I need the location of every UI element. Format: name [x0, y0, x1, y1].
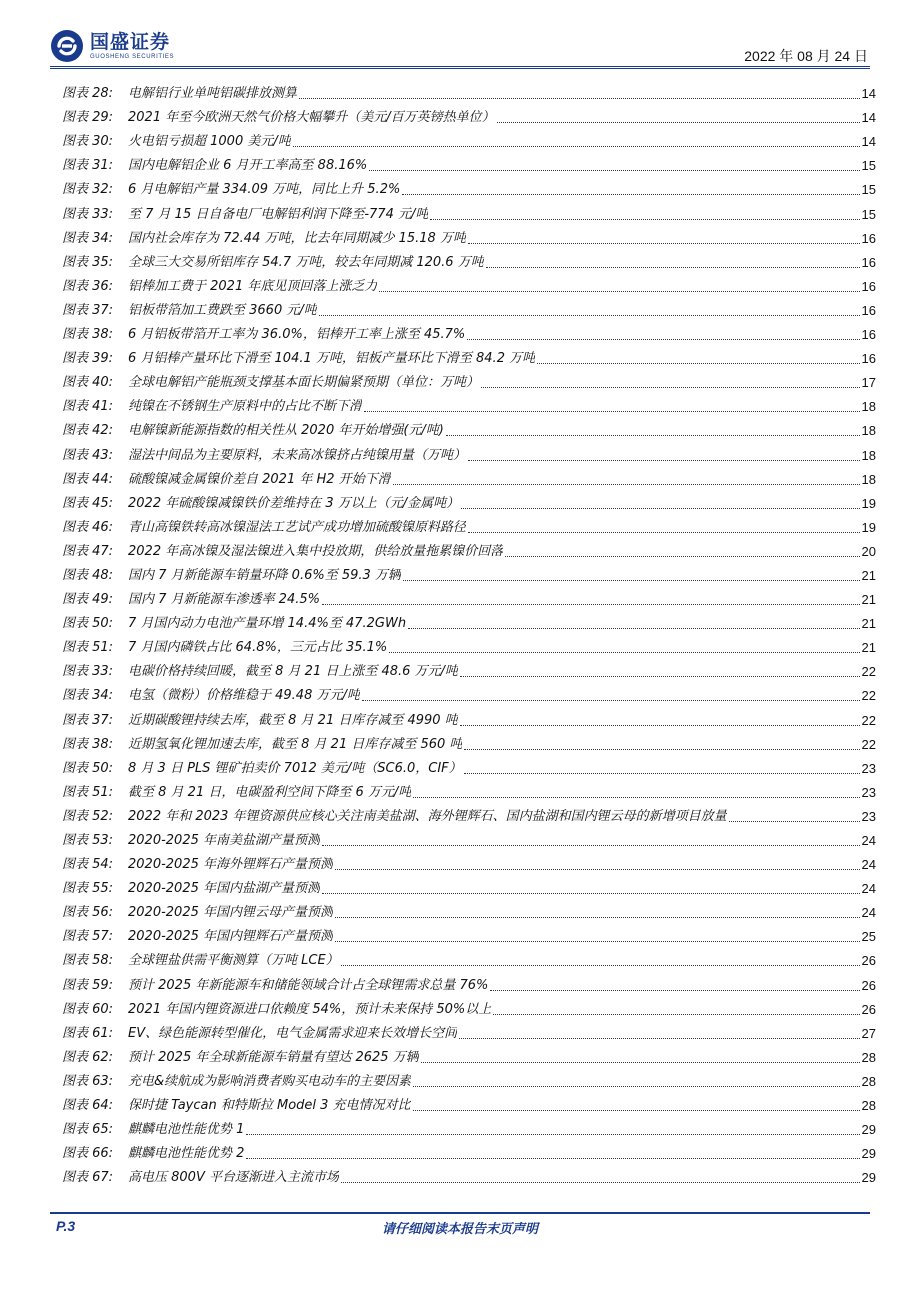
dot-leader: [490, 989, 859, 991]
figure-title: 近期碳酸锂持续去库，截至 8 月 21 日库存减至 4990 吨: [128, 712, 458, 728]
figure-title: 2020-2025 年海外锂辉石产量预测: [128, 857, 333, 873]
toc-entry[interactable]: [62, 391, 876, 415]
page-number: 27: [861, 1025, 876, 1041]
page-number: 26: [861, 977, 876, 993]
dot-leader: [460, 724, 860, 726]
figure-label: 图表 50:: [62, 616, 114, 632]
toc-entry[interactable]: [62, 801, 876, 825]
toc-entry[interactable]: [62, 1138, 876, 1162]
dot-leader: [322, 603, 860, 605]
dot-leader: [505, 555, 859, 557]
figure-label: 图表 63:: [62, 1073, 114, 1089]
toc-entry[interactable]: [62, 849, 876, 873]
toc-entry[interactable]: [62, 680, 876, 704]
page-number: 22: [861, 688, 876, 704]
page-number: 16: [861, 327, 876, 343]
dot-leader: [430, 218, 859, 220]
toc-entry[interactable]: [62, 1162, 876, 1186]
toc-entry[interactable]: [62, 994, 876, 1018]
dot-leader: [413, 796, 859, 798]
dot-leader: [389, 651, 859, 653]
figure-label: 图表 54:: [62, 857, 114, 873]
figure-label: 图表 56:: [62, 905, 114, 921]
figure-title: 6 月铝板带箔开工率为 36.0%，铝棒开工率上涨至 45.7%: [128, 327, 466, 343]
figure-label: 图表 43:: [62, 447, 114, 463]
toc-entry[interactable]: [62, 945, 876, 969]
figure-label: 图表 37:: [62, 302, 114, 318]
figure-label: 图表 36:: [62, 278, 114, 294]
toc-entry[interactable]: [62, 343, 876, 367]
figure-title: 6 月铝棒产量环比下滑至 104.1 万吨，铝板产量环比下滑至 84.2 万吨: [128, 351, 536, 367]
dot-leader: [468, 531, 860, 533]
figure-title: 纯镍在不锈钢生产原料中的占比不断下滑: [128, 399, 363, 415]
figure-title: 火电铝亏损超 1000 美元/吨: [128, 134, 291, 150]
toc-entry[interactable]: [62, 608, 876, 632]
report-date: 2022 年 08 月 24 日: [744, 48, 868, 64]
page-number: 29: [861, 1170, 876, 1186]
logo-text: [90, 31, 174, 61]
dot-leader: [403, 579, 860, 581]
figure-title: 全球三大交易所铝库存 54.7 万吨，较去年同期减 120.6 万吨: [128, 254, 484, 270]
page-number: 24: [861, 881, 876, 897]
dot-leader: [413, 1085, 859, 1087]
toc-entry[interactable]: [62, 704, 876, 728]
page-number: 22: [861, 736, 876, 752]
figure-label: 图表 50:: [62, 760, 114, 776]
toc-entry[interactable]: [62, 415, 876, 439]
dot-leader: [481, 386, 860, 388]
figure-title: 6 月电解铝产量 334.09 万吨，同比上升 5.2%: [128, 182, 401, 198]
toc-entry[interactable]: [62, 656, 876, 680]
figure-title: 电解镍新能源指数的相关性从 2020 年开始增强(元/吨): [128, 423, 444, 439]
figure-title: 2021 年至今欧洲天然气价格大幅攀升（美元/百万英镑热单位）: [128, 110, 495, 126]
figure-title: 国内 7 月新能源车渗透率 24.5%: [128, 592, 320, 608]
toc-entry[interactable]: [62, 488, 876, 512]
figure-label: 图表 46:: [62, 519, 114, 535]
dot-leader: [335, 916, 860, 918]
toc-entry[interactable]: [62, 174, 876, 198]
page-header: [0, 0, 920, 80]
page-number: 14: [861, 110, 876, 126]
figure-label: 图表 45:: [62, 495, 114, 511]
dot-leader: [293, 145, 860, 147]
page-number: 18: [861, 447, 876, 463]
page-number: 14: [861, 134, 876, 150]
page-number: 23: [861, 808, 876, 824]
dot-leader: [464, 748, 859, 750]
figure-title: 2020-2025 年南美盐湖产量预测: [128, 833, 320, 848]
toc-entry[interactable]: [62, 271, 876, 295]
figure-label: 图表 57:: [62, 929, 114, 945]
toc-entry[interactable]: [62, 295, 876, 319]
figure-label: 图表 40:: [62, 375, 114, 391]
figure-label: 图表 42:: [62, 423, 114, 439]
figure-label: 图表 30:: [62, 134, 114, 150]
page-number: 26: [861, 953, 876, 969]
guosheng-logo-icon: [50, 29, 84, 63]
figure-title: 全球锂盐供需平衡测算（万吨 LCE）: [128, 953, 339, 969]
page-number: 19: [861, 519, 876, 535]
figure-label: 图表 32:: [62, 182, 114, 198]
page-number: 24: [861, 905, 876, 921]
toc-entry[interactable]: [62, 753, 876, 777]
toc-entry[interactable]: [62, 921, 876, 945]
figure-label: 图表 29:: [62, 110, 114, 126]
toc-entry[interactable]: [62, 223, 876, 247]
figure-title: 8 月 3 日 PLS 锂矿拍卖价 7012 美元/吨（SC6.0，CIF）: [128, 760, 462, 776]
figure-label: 图表 61:: [62, 1025, 114, 1041]
figure-label: 图表 35:: [62, 254, 114, 270]
figure-label: 图表 33:: [62, 206, 114, 222]
figure-title: 2020-2025 年国内锂云母产量预测: [128, 905, 333, 921]
toc-entry[interactable]: [62, 777, 876, 801]
toc-entry[interactable]: [62, 367, 876, 391]
dot-leader: [461, 507, 859, 509]
dot-leader: [729, 820, 860, 822]
footer-disclaimer-note: 请仔细阅读本报告末页声明: [381, 1222, 538, 1237]
dot-leader: [460, 675, 860, 677]
figure-label: 图表 64:: [62, 1098, 114, 1114]
figure-label: 图表 53:: [62, 833, 114, 848]
page-number: 16: [861, 302, 876, 318]
figure-title: 2022 年高冰镍及湿法镍进入集中投放期，供给放量拖累镍价回落: [128, 543, 504, 559]
toc-entry[interactable]: [62, 873, 876, 897]
toc-entry[interactable]: [62, 464, 876, 488]
figure-label: 图表 47:: [62, 543, 114, 559]
page-number: 26: [861, 1001, 876, 1017]
dot-leader: [537, 362, 859, 364]
toc-entry[interactable]: [62, 126, 876, 150]
figure-label: 图表 67:: [62, 1170, 114, 1186]
toc-entry[interactable]: [62, 897, 876, 921]
logo-english: GUOSHENG SECURITIES: [90, 54, 175, 60]
figure-label: 图表 60:: [62, 1001, 114, 1017]
figure-label: 图表 55:: [62, 881, 114, 897]
dot-leader: [322, 892, 860, 894]
footer-page-number: P.3: [56, 1218, 76, 1234]
figure-title: 2020-2025 年国内锂辉石产量预测: [128, 929, 333, 945]
dot-leader: [402, 193, 859, 195]
page-number: 22: [861, 712, 876, 728]
toc-entry[interactable]: [62, 1114, 876, 1138]
figure-label: 图表 44:: [62, 471, 114, 487]
page-number: 21: [861, 616, 876, 632]
toc-entry[interactable]: [62, 150, 876, 174]
company-logo: [50, 28, 174, 64]
dot-leader: [379, 290, 859, 292]
page-number: 28: [861, 1073, 876, 1089]
page-number: 24: [861, 857, 876, 873]
toc-entry[interactable]: [62, 1090, 876, 1114]
figure-title: 预计 2025 年新能源车和储能领域合计占全球锂需求总量 76%: [128, 977, 489, 993]
page-number: 22: [861, 664, 876, 680]
page-number: 23: [861, 760, 876, 776]
page-number: 21: [861, 567, 876, 583]
figure-label: 图表 62:: [62, 1049, 114, 1065]
page-number: 24: [861, 833, 876, 848]
page-number: 18: [861, 471, 876, 487]
toc-entry[interactable]: [62, 560, 876, 584]
figure-title: 麒麟电池性能优势 2: [128, 1146, 245, 1162]
figure-title: 麒麟电池性能优势 1: [128, 1122, 245, 1138]
figure-label: 图表 51:: [62, 640, 114, 656]
toc-entry[interactable]: [62, 729, 876, 753]
dot-leader: [497, 121, 860, 123]
figure-label: 图表 65:: [62, 1122, 114, 1138]
toc-entry[interactable]: [62, 319, 876, 343]
figure-label: 图表 48:: [62, 567, 114, 583]
page-number: 29: [861, 1146, 876, 1162]
page-number: 29: [861, 1122, 876, 1138]
figure-label: 图表 52:: [62, 808, 114, 824]
dot-leader: [408, 627, 859, 629]
figure-title: 铝棒加工费于 2021 年底见顶回落上涨乏力: [128, 278, 378, 294]
toc-entry[interactable]: [62, 78, 876, 102]
page-number: 15: [861, 158, 876, 174]
figure-title: 电解铝行业单吨铝碳排放测算: [128, 86, 298, 102]
figure-title: 国内 7 月新能源车销量环降 0.6%至 59.3 万辆: [128, 567, 401, 583]
figure-label: 图表 28:: [62, 86, 114, 102]
page-number: 28: [861, 1049, 876, 1065]
figure-label: 图表 31:: [62, 158, 114, 174]
page-number: 28: [861, 1098, 876, 1114]
figure-title: 预计 2025 年全球新能源车销量有望达 2625 万辆: [128, 1049, 419, 1065]
figure-label: 图表 33:: [62, 664, 114, 680]
header-rule-secondary: [50, 68, 870, 69]
dot-leader: [335, 940, 860, 942]
toc-entry[interactable]: [62, 1018, 876, 1042]
dot-leader: [459, 1037, 859, 1039]
figure-label: 图表 49:: [62, 592, 114, 608]
figure-label: 图表 66:: [62, 1146, 114, 1162]
figure-title: 保时捷 Taycan 和特斯拉 Model 3 充电情况对比: [128, 1098, 411, 1114]
dot-leader: [468, 242, 860, 244]
figure-title: 2022 年硫酸镍减镍铁价差维持在 3 万以上（元/金属吨）: [128, 495, 460, 511]
figure-title: 7 月国内动力电池产量环增 14.4%至 47.2GWh: [128, 616, 407, 632]
toc-entry[interactable]: [62, 198, 876, 222]
page-number: 16: [861, 230, 876, 246]
toc-entry[interactable]: [62, 825, 876, 849]
figure-title: 2020-2025 年国内盐湖产量预测: [128, 881, 320, 897]
figure-label: 图表 51:: [62, 784, 114, 800]
dot-leader: [467, 338, 859, 340]
footer-rule: [50, 1212, 870, 1214]
dot-leader: [393, 483, 860, 485]
figure-label: 图表 59:: [62, 977, 114, 993]
dot-leader: [493, 1013, 859, 1015]
dot-leader: [464, 772, 860, 774]
toc-entry[interactable]: [62, 1066, 876, 1090]
page-number: 23: [861, 784, 876, 800]
dot-leader: [468, 459, 860, 461]
dot-leader: [322, 844, 860, 846]
dot-leader: [486, 266, 860, 268]
page-number: 16: [861, 254, 876, 270]
figure-title: 充电&续航成为影响消费者购买电动车的主要因素: [128, 1073, 412, 1089]
dot-leader: [246, 1133, 859, 1135]
toc-entry[interactable]: [62, 439, 876, 463]
dot-leader: [341, 964, 860, 966]
figure-label: 图表 34:: [62, 688, 114, 704]
figure-label: 图表 34:: [62, 230, 114, 246]
figure-label: 图表 37:: [62, 712, 114, 728]
page-number: 14: [861, 86, 876, 102]
page-number: 19: [861, 495, 876, 511]
header-rule: [50, 66, 870, 67]
figure-label: 图表 58:: [62, 953, 114, 969]
page-number: 15: [861, 182, 876, 198]
figure-list: [62, 78, 876, 1186]
page-number: 21: [861, 640, 876, 656]
dot-leader: [362, 699, 860, 701]
page-number: 16: [861, 278, 876, 294]
figure-title: 青山高镍铁转高冰镍湿法工艺试产成功增加硫酸镍原料路径: [128, 519, 467, 535]
figure-title: 电氢（微粉）价格维稳于 49.48 万元/吨: [128, 688, 360, 704]
toc-entry[interactable]: [62, 969, 876, 993]
figure-title: 7 月国内磷铁占比 64.8%，三元占比 35.1%: [128, 640, 388, 656]
dot-leader: [335, 868, 860, 870]
page-number: 15: [861, 206, 876, 222]
figure-title: 至 7 月 15 日自备电厂电解铝利润下降至-774 元/吨: [128, 206, 429, 222]
toc-entry[interactable]: [62, 512, 876, 536]
figure-title: EV、绿色能源转型催化，电气金属需求迎来长效增长空间: [128, 1025, 458, 1041]
page-number: 20: [861, 543, 876, 559]
page-number: 17: [861, 375, 876, 391]
page-number: 18: [861, 399, 876, 415]
figure-title: 电碳价格持续回暖，截至 8 月 21 日上涨至 48.6 万元/吨: [128, 664, 458, 680]
dot-leader: [421, 1061, 860, 1063]
page-number: 18: [861, 423, 876, 439]
toc-entry[interactable]: [62, 584, 876, 608]
logo-chinese: 国盛证券: [90, 31, 171, 53]
figure-title: 硫酸镍减金属镍价差自 2021 年 H2 开始下滑: [128, 471, 391, 487]
dot-leader: [299, 97, 860, 99]
figure-label: 图表 38:: [62, 327, 114, 343]
figure-title: 国内社会库存为 72.44 万吨，比去年同期减少 15.18 万吨: [128, 230, 466, 246]
figure-title: 截至 8 月 21 日，电碳盈利空间下降至 6 万元/吨: [128, 784, 412, 800]
page-number: 16: [861, 351, 876, 367]
figure-label: 图表 41:: [62, 399, 114, 415]
figure-title: 高电压 800V 平台逐渐进入主流市场: [128, 1170, 339, 1186]
figure-title: 2021 年国内锂资源进口依赖度 54%，预计未来保持 50%以上: [128, 1001, 492, 1017]
dot-leader: [319, 314, 860, 316]
figure-label: 图表 38:: [62, 736, 114, 752]
page-number: 21: [861, 592, 876, 608]
toc-entry[interactable]: [62, 1042, 876, 1066]
page-number: 25: [861, 929, 876, 945]
figure-title: 近期氢氧化锂加速去库，截至 8 月 21 日库存减至 560 吨: [128, 736, 463, 752]
dot-leader: [364, 410, 860, 412]
figure-title: 铝板带箔加工费跌至 3660 元/吨: [128, 302, 317, 318]
dot-leader: [369, 169, 859, 171]
figure-title: 湿法中间品为主要原料，未来高冰镍挤占纯镍用量（万吨）: [128, 447, 467, 463]
dot-leader: [341, 1181, 860, 1183]
figure-title: 国内电解铝企业 6 月开工率高至 88.16%: [128, 158, 368, 174]
figure-label: 图表 39:: [62, 351, 114, 367]
figure-title: 全球电解铝产能瓶颈支撑基本面长期偏紧预期（单位：万吨）: [128, 375, 480, 391]
dot-leader: [246, 1157, 859, 1159]
toc-entry[interactable]: [62, 536, 876, 560]
toc-entry[interactable]: [62, 632, 876, 656]
dot-leader: [413, 1109, 860, 1111]
toc-entry[interactable]: [62, 102, 876, 126]
dot-leader: [446, 434, 860, 436]
toc-entry[interactable]: [62, 247, 876, 271]
figure-title: 2022 年和 2023 年锂资源供应核心关注南美盐湖、海外锂辉石、国内盐湖和国内锂云母的新增项目放量: [128, 808, 727, 824]
